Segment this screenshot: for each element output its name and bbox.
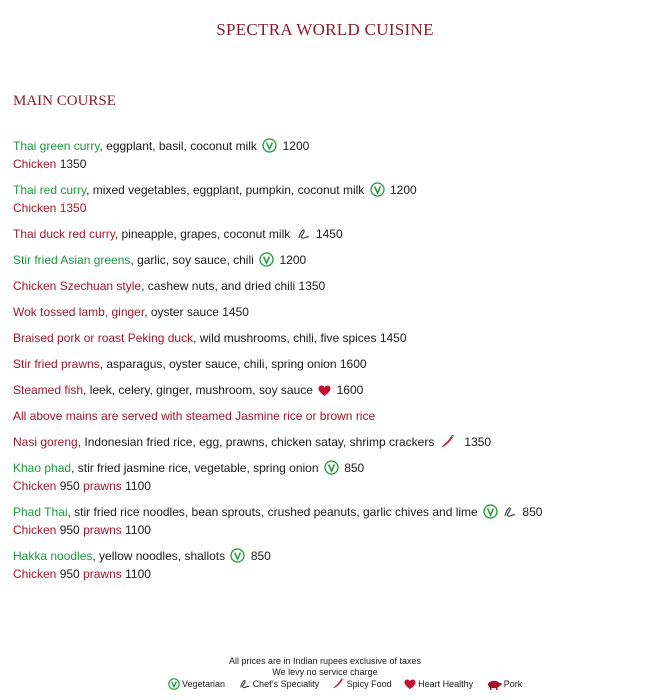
dish-price: 850 [522, 505, 543, 519]
section-heading: MAIN COURSE [13, 93, 116, 109]
variant-label: prawns [83, 567, 122, 581]
list-item [13, 329, 643, 347]
legend [168, 678, 532, 690]
dish-price: 1450 [222, 305, 249, 319]
dish-price: 1200 [279, 253, 307, 267]
dish-name: Wok tossed lamb, ginger [13, 305, 145, 319]
dish-price: 1600 [336, 383, 364, 397]
legend-item [486, 679, 523, 690]
legend-item [238, 678, 320, 690]
dish-name: Hakka noodles [13, 549, 93, 563]
variant-price: 1100 [125, 479, 151, 493]
dish-description: , asparagus, oyster sauce, chili, spring onion [99, 357, 337, 371]
list-item [13, 407, 643, 425]
dish-name: Phad Thai [13, 505, 68, 519]
dish-price: 1600 [339, 357, 367, 371]
dish-name: Stir fried Asian greens [13, 253, 131, 267]
variant-line: Chicken 1350 [13, 201, 87, 215]
dish-description: , garlic, soy sauce, chili [130, 253, 254, 267]
spicy-food-icon [440, 435, 456, 449]
service-note: We levy no service charge [272, 667, 378, 677]
dish-name: Steamed fish [13, 383, 84, 397]
list-item [13, 381, 643, 399]
dish-description: , leek, celery, ginger, mushroom, soy sauce [83, 383, 313, 397]
dish-description: , eggplant, basil, coconut milk [99, 139, 257, 153]
dish-description: , pineapple, grapes, coconut milk [114, 227, 291, 241]
chef-speciality-icon [296, 227, 311, 241]
veg-icon [168, 678, 180, 690]
legend-item [332, 678, 392, 690]
list-item [13, 503, 643, 539]
legend-item [404, 679, 473, 690]
variant-price: 950 [59, 523, 80, 537]
dish-description: , Indonesian fried rice, egg, prawns, chicken satay, shrimp crackers [77, 435, 435, 449]
legend-label: Chef’s Speciality [252, 679, 320, 689]
heart-healthy-icon [318, 385, 331, 397]
dish-description: , wild mushrooms, chili, five spices [193, 331, 377, 345]
veg-icon [230, 548, 245, 563]
veg-icon [483, 504, 498, 519]
list-item [13, 181, 643, 217]
dish-price: 1450 [379, 331, 407, 345]
dish-price: 1350 [464, 435, 492, 449]
heart-healthy-icon [404, 679, 416, 690]
legend-item [168, 678, 225, 690]
chef-speciality-icon [238, 678, 251, 690]
dish-description: , stir fried rice noodles, bean sprouts, crushed peanuts, garlic chives and lime [67, 505, 478, 519]
legend-label: Pork [503, 679, 523, 689]
veg-icon [324, 460, 339, 475]
dish-name: Thai red curry [13, 183, 87, 197]
variant-price: 1350 [59, 157, 87, 171]
dish-price: 1200 [282, 139, 310, 153]
dish-price: 850 [250, 549, 271, 563]
list-item [13, 225, 643, 243]
list-item [13, 355, 643, 373]
veg-icon [262, 138, 277, 153]
spicy-food-icon [332, 678, 345, 690]
variant-price: 950 [59, 567, 80, 581]
price-note: All prices are in Indian rupees exclusive of taxes [228, 656, 422, 666]
variant-label: Chicken [13, 479, 57, 493]
list-item [13, 277, 643, 295]
list-item [13, 303, 643, 321]
dish-name: Nasi goreng [13, 435, 78, 449]
dish-price: 1200 [389, 183, 417, 197]
veg-icon [370, 182, 385, 197]
page-title: SPECTRA WORLD CUISINE [216, 20, 434, 39]
dish-description: , mixed vegetables, eggplant, pumpkin, coconut milk [86, 183, 365, 197]
variant-label: prawns [83, 479, 122, 493]
variant-price: 1100 [125, 523, 151, 537]
dish-name: Thai green curry [13, 139, 100, 153]
list-item [13, 547, 643, 583]
dish-price: 850 [344, 461, 365, 475]
dish-description: , stir fried jasmine rice, vegetable, spring onion [71, 461, 319, 475]
list-item [13, 251, 643, 269]
dish-description: , yellow noodles, shallots [92, 549, 226, 563]
legend-label: Vegetarian [182, 679, 226, 689]
variant-label: Chicken [13, 567, 57, 581]
footer-notes [0, 656, 650, 678]
variant-price: 1100 [125, 567, 151, 581]
pork-icon [486, 679, 502, 690]
legend-label: Heart Healthy [418, 679, 474, 689]
dish-name: Khao phad [13, 461, 72, 475]
variant-label: Chicken [13, 523, 57, 537]
chef-speciality-icon [502, 505, 517, 519]
dish-name: Stir fried prawns [13, 357, 100, 371]
variant-price: 950 [59, 479, 80, 493]
dish-name: Braised pork or roast Peking duck [13, 331, 194, 345]
dish-description: , oyster sauce [144, 305, 219, 319]
list-item [13, 433, 643, 451]
menu-note: All above mains are served with steamed Jasmine rice or brown rice [13, 409, 376, 423]
legend-label: Spicy Food [346, 679, 392, 689]
dish-price: 1350 [298, 279, 326, 293]
menu-list [13, 137, 643, 591]
veg-icon [259, 252, 274, 267]
list-item [13, 137, 643, 173]
list-item [13, 459, 643, 495]
dish-name: Chicken Szechuan style [13, 279, 142, 293]
dish-price: 1450 [315, 227, 343, 241]
variant-label: prawns [83, 523, 122, 537]
dish-name: Thai duck red curry [13, 227, 115, 241]
variant-label: Chicken [13, 157, 57, 171]
dish-description: , cashew nuts, and dried chili [141, 279, 296, 293]
